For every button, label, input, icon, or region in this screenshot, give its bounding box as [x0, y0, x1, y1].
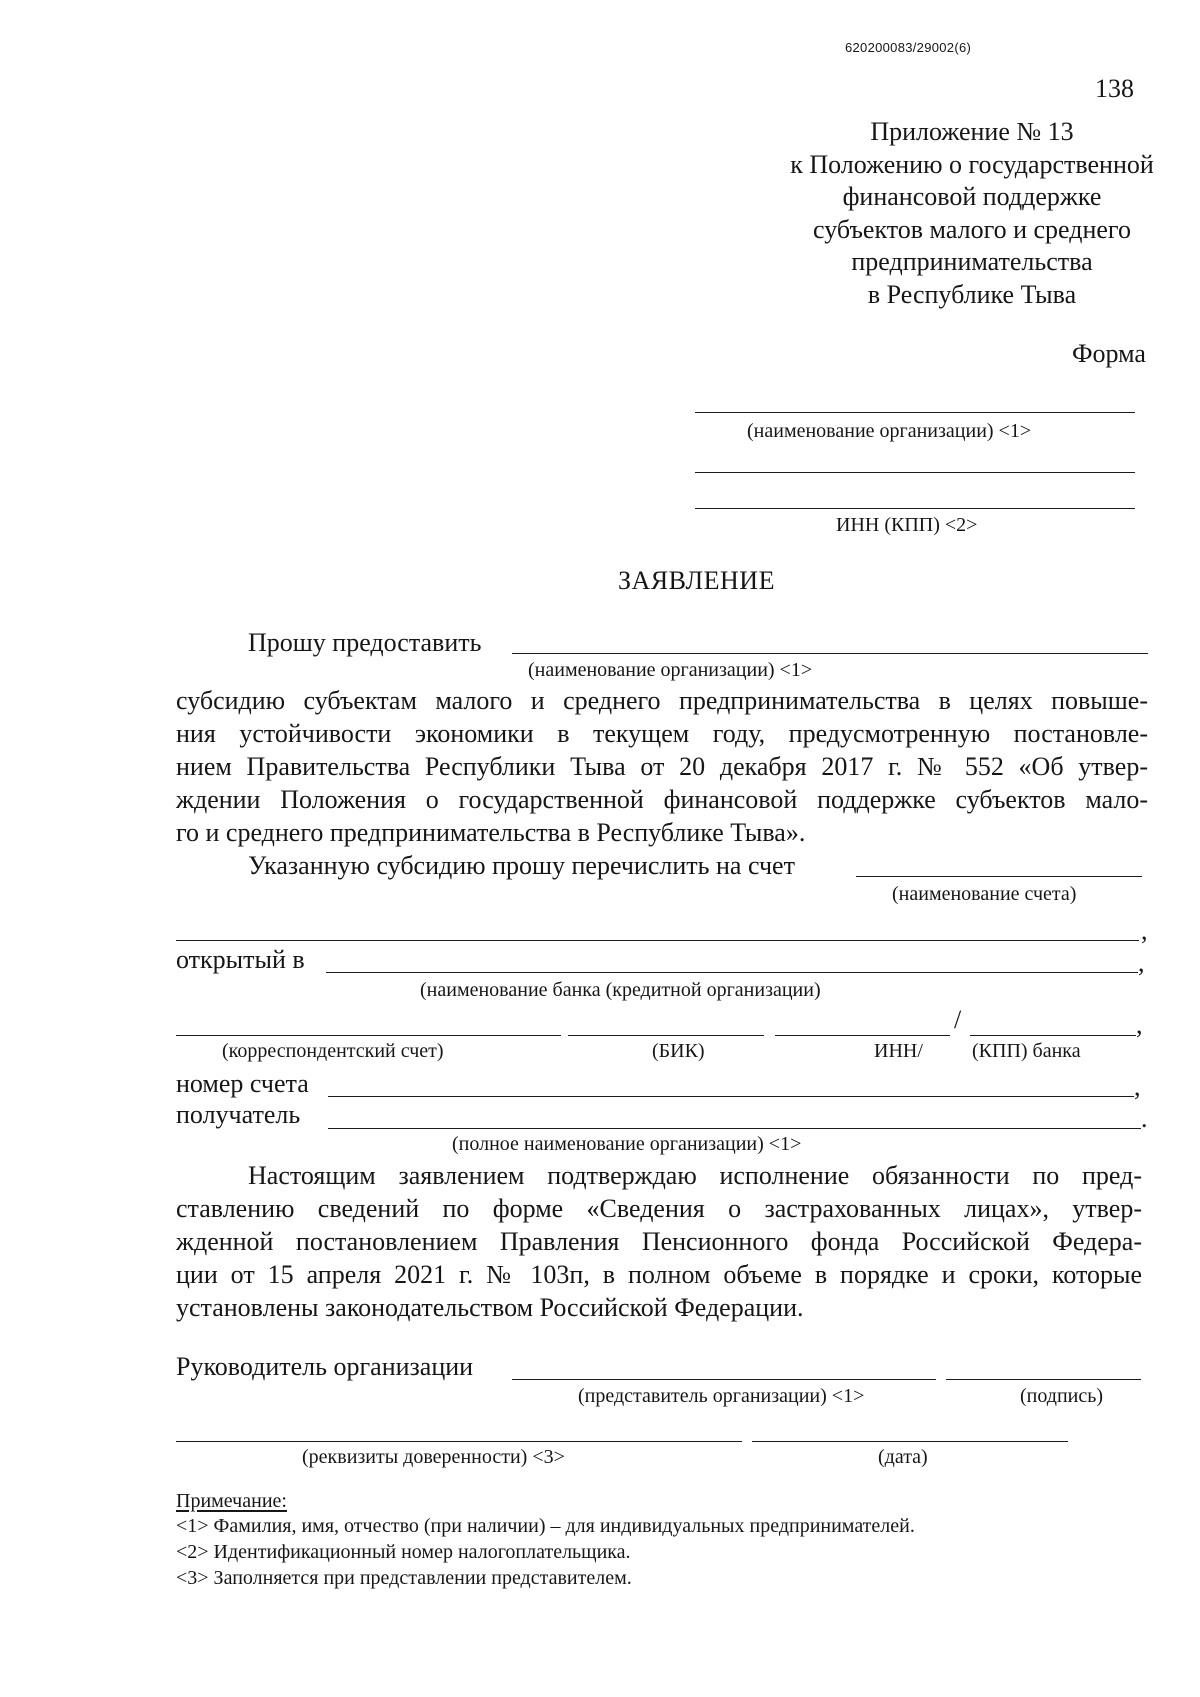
appendix-line: предпринимательства [851, 247, 1093, 276]
bank-name-line[interactable] [326, 972, 1138, 973]
inn-caption: ИНН/ [874, 1040, 923, 1062]
confirmation-last-line: установлены законодательством Российской Федерации. [176, 1293, 804, 1322]
request-text [176, 684, 1148, 816]
document-code: 620200083/29002(6) [845, 40, 972, 55]
representative-line[interactable] [512, 1379, 936, 1380]
kpp-line[interactable] [970, 1035, 1136, 1036]
recipient-line[interactable] [328, 1128, 1141, 1129]
signature-line[interactable] [946, 1379, 1141, 1380]
comma: , [1141, 916, 1148, 945]
head-label: Руководитель организации [176, 1352, 474, 1381]
date-line[interactable] [752, 1441, 1068, 1442]
appendix-line: в Республике Тыва [867, 279, 1077, 309]
poa-line[interactable] [176, 1441, 742, 1442]
recipient-caption: (полное наименование организации) <1> [452, 1133, 802, 1155]
bik-caption: (БИК) [652, 1040, 705, 1062]
org-name-line-2[interactable] [695, 472, 1135, 473]
inn-line[interactable] [775, 1035, 950, 1036]
org-name-line[interactable] [695, 412, 1135, 413]
comma: , [1136, 1010, 1143, 1039]
corr-account-line[interactable] [176, 1035, 561, 1036]
appendix-block [752, 116, 1192, 311]
org-name-caption: (наименование организации) <1> [747, 420, 1032, 442]
account-name-line-2[interactable] [176, 940, 1139, 941]
confirmation-line: ставлению сведений по форме «Сведения о застрахованных лицах», утвер- [176, 1194, 1142, 1223]
kpp-caption: (КПП) банка [972, 1040, 1081, 1062]
request-lead: Прошу предоставить [248, 628, 482, 657]
request-line: ния устойчивости экономики в текущем году, предусмотренную постановле- [176, 719, 1148, 748]
document-title: ЗАЯВЛЕНИЕ [618, 566, 775, 595]
appendix-line: субъектов малого и среднего [813, 214, 1131, 244]
appendix-line: Приложение № 13 [870, 117, 1074, 146]
note-item: <2> Идентификационный номер налогоплательщика. [176, 1541, 631, 1563]
request-org-caption: (наименование организации) <1> [528, 659, 813, 681]
comma: , [1134, 1072, 1141, 1101]
account-name-line[interactable] [856, 876, 1142, 877]
inn-kpp-slash: / [954, 1005, 962, 1034]
request-line: субсидию субъектам малого и среднего предпринимательства в целях повыше- [176, 686, 1148, 715]
corr-account-caption: (корреспондентский счет) [222, 1040, 444, 1062]
request-org-line[interactable] [512, 653, 1148, 654]
opened-in-label: открытый в [176, 945, 305, 974]
poa-caption: (реквизиты доверенности) <3> [302, 1446, 565, 1468]
notes-heading: Примечание: [176, 1490, 287, 1512]
appendix-line: финансовой поддержке [842, 182, 1102, 211]
inn-kpp-caption: ИНН (КПП) <2> [836, 514, 978, 536]
note-item: <1> Фамилия, имя, отчество (при наличии) – для индивидуальных предпринимателей. [176, 1515, 915, 1537]
representative-caption: (представитель организации) <1> [578, 1385, 865, 1407]
recipient-label: получатель [176, 1100, 301, 1129]
request-last-line: го и среднего предпринимательства в Республике Тыва». [176, 818, 806, 847]
confirmation-line: Настоящим заявлением подтверждаю исполнение обязанности по пред- [248, 1161, 1142, 1190]
note-item: <3> Заполняется при представлении представителем. [176, 1567, 632, 1589]
date-caption: (дата) [878, 1446, 928, 1468]
form-label: Форма [1072, 339, 1146, 368]
confirmation-line: ции от 15 апреля 2021 г. № 103п, в полном объеме в порядке и сроки, которые [176, 1260, 1142, 1289]
comma: , [1138, 948, 1145, 977]
bik-line[interactable] [568, 1035, 764, 1036]
account-number-line[interactable] [328, 1096, 1134, 1097]
inn-kpp-line[interactable] [695, 508, 1135, 509]
confirmation-line: жденной постановлением Правления Пенсионного фонда Российской Федера- [176, 1227, 1142, 1256]
confirmation-text [176, 1159, 1142, 1291]
request-line: ждении Положения о государственной финансовой поддержке субъектов мало- [176, 785, 1148, 814]
page-number: 138 [1095, 74, 1134, 103]
account-name-caption: (наименование счета) [892, 883, 1077, 905]
appendix-line: к Положению о государственной [790, 149, 1154, 179]
period: . [1141, 1104, 1148, 1133]
bank-name-caption: (наименование банка (кредитной организации) [420, 979, 821, 1001]
account-lead: Указанную субсидию прошу перечислить на счет [248, 851, 795, 880]
account-number-label: номер счета [176, 1069, 309, 1098]
request-line: нием Правительства Республики Тыва от 20 декабря 2017 г. № 552 «Об утвер- [176, 752, 1148, 781]
signature-caption: (подпись) [1020, 1385, 1104, 1407]
